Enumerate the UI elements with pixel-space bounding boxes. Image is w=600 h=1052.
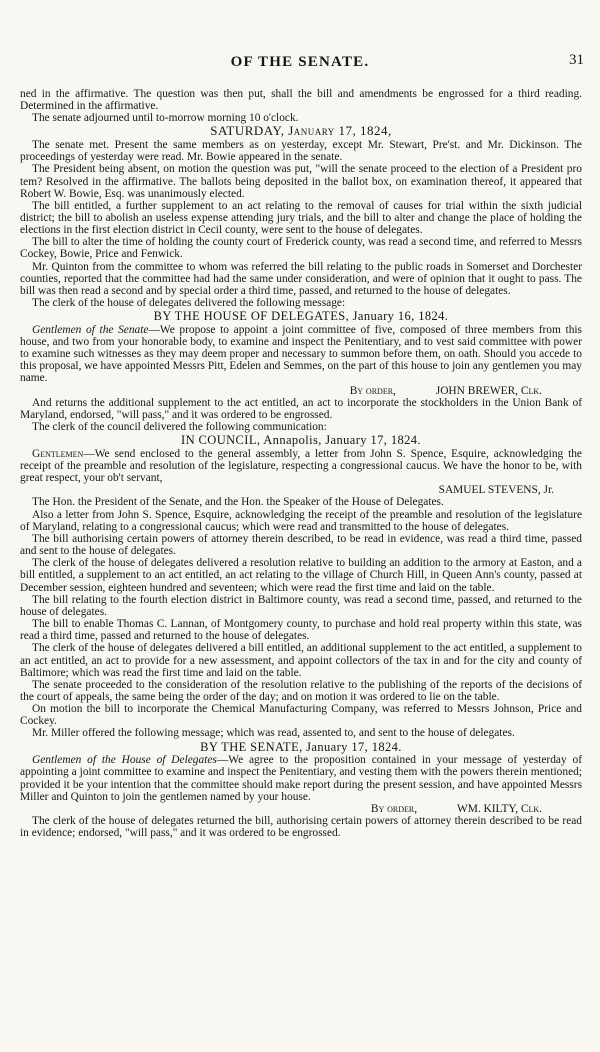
signatory: WM. KILTY, Clk. [456,802,542,815]
running-header [0,54,600,76]
paragraph: The bill authorising certain powers of attorney therein described, to be read in evidence, was read a third time, passed and sent to the house of delegates. [20,532,582,558]
message-senate [20,754,582,803]
by-order: By order, [349,384,396,397]
paragraph: The bill entitled, a further supplement to an act relating to the removal of causes for trial within the sixth judicial district; the bill to abolish an useless expense attending jury trials, and the bill to alter and change the place of holding the elections in the first election district in Cecil county, were sent to the house of delegates. [20,199,582,237]
text-column [20,88,582,839]
paragraph: The clerk of the house of delegates delivered a resolution relative to building an addition to the armory at Easton, and a bill entitled, a supplement to an act entitled, an act relating to the village of Church Hill, in Queen Ann's county, passed at December session, eighteen hundred and seventeen; which were read the first time and laid on the table. [20,557,582,594]
paragraph: The clerk of the house of delegates returned the bill, authorising certain powers of attorney therein described to be read in evidence; endorsed, "will pass," and it was ordered to be engrossed. [20,814,582,840]
message-heading-senate: BY THE SENATE, January 17, 1824. [200,739,402,754]
salutation: Gentlemen of the House of Delegates [32,754,217,767]
signatory: JOHN BREWER, Clk. [435,384,542,397]
message-council [20,448,582,484]
paragraph: ned in the affirmative. The question was then put, shall the bill and amendments be engrossed for a third reading. Determined in the affirmative. [20,88,582,113]
paragraph: Mr. Quinton from the committee to whom was referred the bill relating to the public roads in Somerset and Dorchester counties, reported that the committee had had the same under consideration, and were of opinion that it ought to pass. The bill was then read a second and by special order a third time, passed, and returned to the house of delegates. [20,260,582,297]
paragraph: The bill relating to the fourth election district in Baltimore county, was read a second time, passed, and returned to the house of delegates. [20,593,582,618]
paragraph: The bill to alter the time of holding the county court of Frederick county, was read a second time, and referred to Messrs Cockey, Bowie, Price and Fenwick. [20,236,582,261]
paragraph: The senate met. Present the same members as on yesterday, except Mr. Stewart, Pre'st. and Mr. Dickinson. The proceedings of yesterday were read. Mr. Bowie appeared in the senate. [20,139,582,164]
paragraph: The senate proceeded to the consideration of the resolution relative to the publishing of the reports of the decisions of the court of appeals, the same being the order of the day; and on motion it was ordered to lie on the table. [20,678,582,703]
paragraph: And returns the additional supplement to the act entitled, an act to incorporate the stockholders in the Union Bank of Maryland, endorsed, "will pass," and it was ordered to be engrossed. [20,396,582,421]
paragraph: The President being absent, on motion the question was put, "will the senate proceed to the election of a President pro tem? Resolved in the affirmative. The ballots being deposited in the ballot box, on examination thereof, it appeared that Robert W. Bowie, Esq. was unanimously elected. [20,163,582,200]
message-body: —We agree to the proposition contained in your message of yesterday of appointing a joint committee to examine and inspect the Penitentiary, and vesting them with the powers therein mentioned; provided it be your intention that the committee should make report during the present session, and have appointed Messrs Miller and Quinton to join the gentlemen named by your house. [20,754,582,803]
signature-kilty [20,803,582,815]
message-heading-house: BY THE HOUSE OF DELEGATES, January 16, 1824. [153,309,449,324]
salutation: Gentlemen of the Senate [32,323,149,336]
running-title: OF THE SENATE. [230,54,370,70]
message-body: —We send enclosed to the general assembly, a letter from John S. Spence, Esquire, acknowledging the receipt of the preamble and resolution of the legislature, respecting a congressional caucus. We have the honor to be, with great respect, your ob't servant, [20,447,582,485]
paragraph: The clerk of the house of delegates delivered the following message: [32,297,346,310]
paragraph: The senate adjourned until to-morrow morning 10 o'clock. [32,112,299,125]
salutation: Gentlemen [32,447,84,460]
paragraph: Also a letter from John S. Spence, Esquire, acknowledging the receipt of the preamble and resolution of the legislature of Maryland, relating to a congressional caucus; which were read and transmitted to the house of delegates. [20,508,582,533]
signature-stevens: SAMUEL STEVENS, Jr. [438,484,554,497]
by-order: By order, [370,802,418,815]
paragraph: Mr. Miller offered the following message; which was read, assented to, and sent to the house of delegates. [32,727,515,740]
signature-brewer [20,385,582,397]
page-number: 31 [569,52,584,68]
message-heading-council: IN COUNCIL, Annapolis, January 17, 1824. [181,433,421,448]
message-body: —We propose to appoint a joint committee of five, composed of three members from this house, and two from your honorable body, to examine and inspect the Penitentiary, and to vest said committee with power to examine such witnesses as they may deem proper and necessary to summon before them, on oath. Should you accede to this proposal, we have appointed Messrs Pitt, Edelen and Semmes, on the part of this house to join any gentlemen you may name. [20,323,582,385]
paragraph: The bill to enable Thomas C. Lannan, of Montgomery county, to purchase and hold real property within this state, was read a third time, passed and returned to the house of delegates. [20,618,582,643]
address-line: The Hon. the President of the Senate, and the Hon. the Speaker of the House of Delegates. [32,496,444,509]
paragraph: The clerk of the council delivered the following communication: [32,421,327,434]
date-heading-saturday: SATURDAY, January 17, 1824, [210,123,392,139]
paragraph: The clerk of the house of delegates delivered a bill entitled, an additional supplement to the act entitled, a supplement to an act entitled, an act to provide for a new assessment, and appoint collectors of the tax in and for the city and county of Baltimore; which was read the first time and laid on the table. [20,642,582,679]
message-house-of-delegates [20,324,582,385]
paragraph: On motion the bill to incorporate the Chemical Manufacturing Company, was referred to Messrs Johnson, Price and Cockey. [20,703,582,728]
